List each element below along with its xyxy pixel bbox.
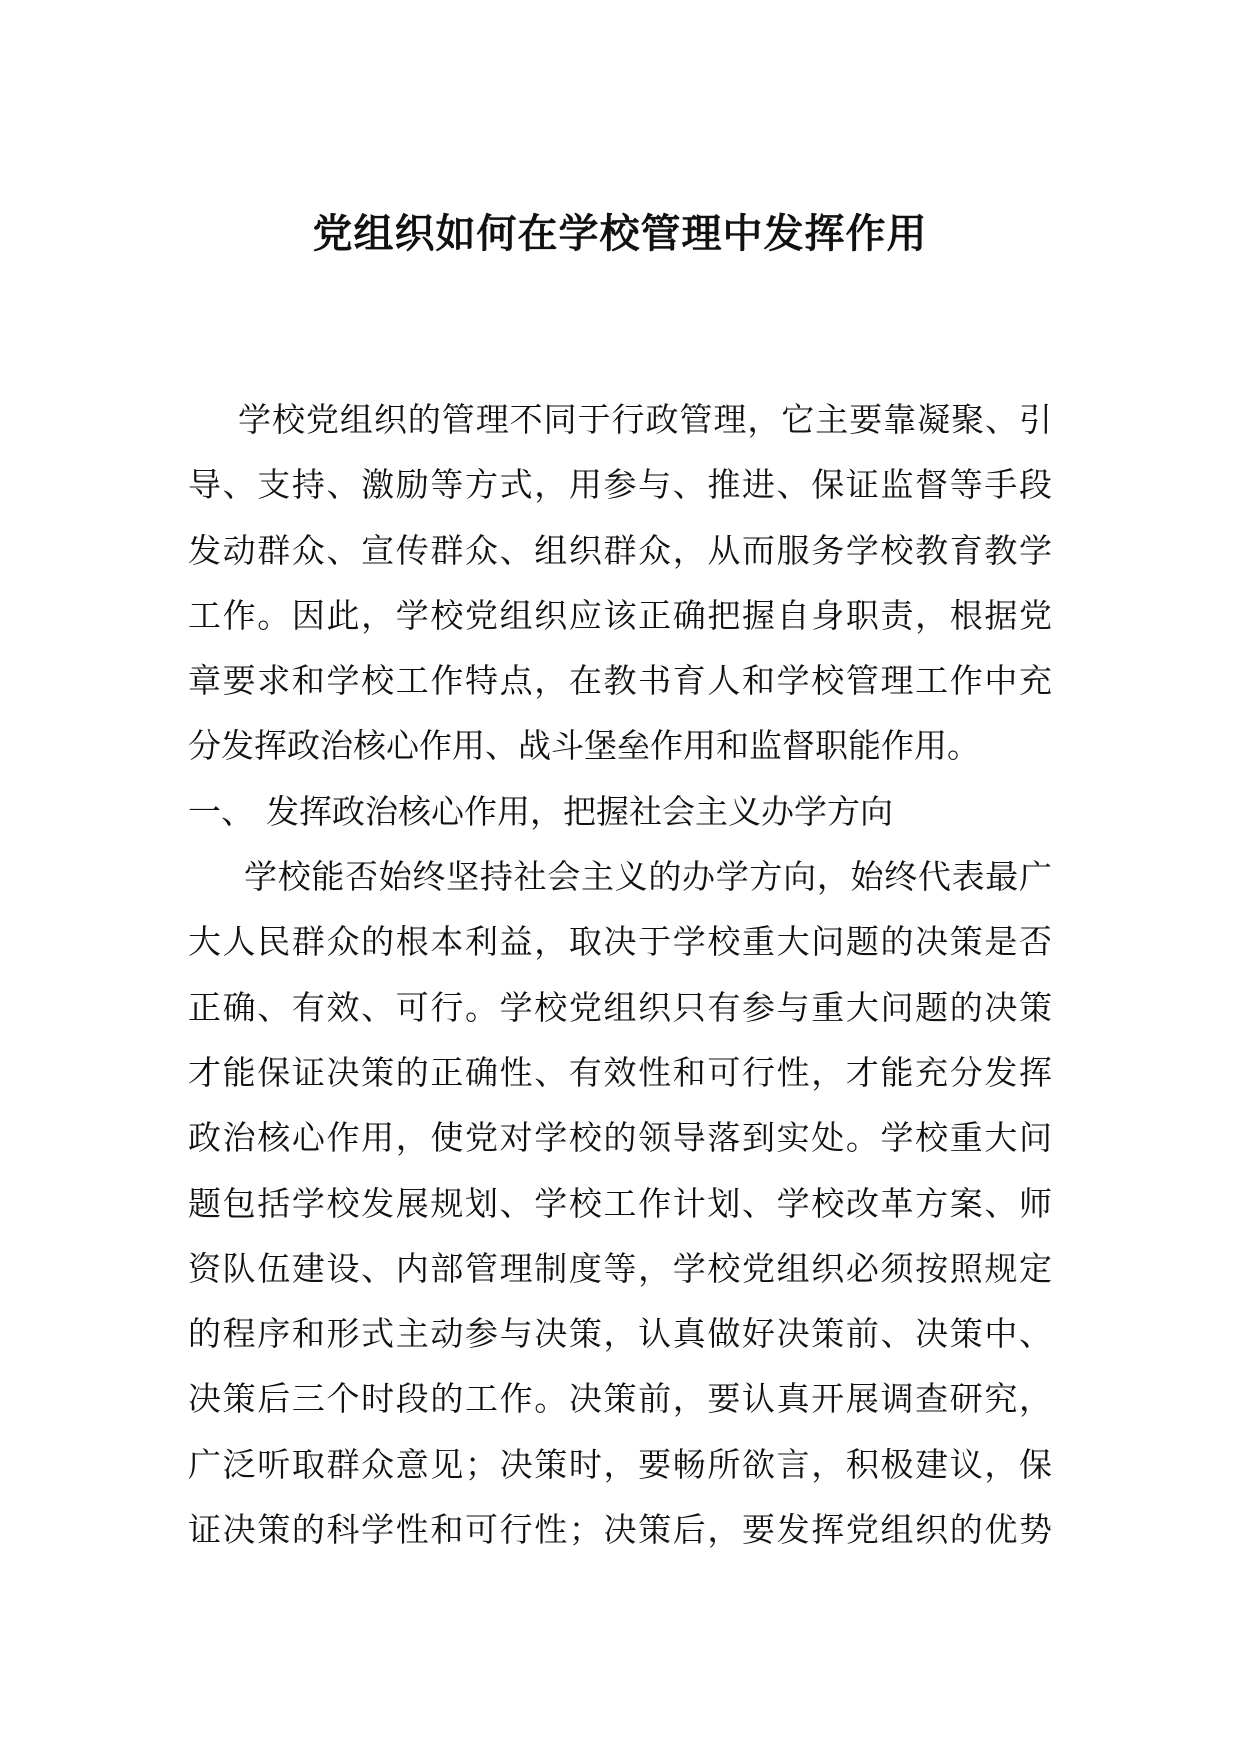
section-number: 一、	[188, 791, 254, 831]
text-line: 工作。因此，学校党组织应该正确把握自身职责，根据党	[188, 595, 1052, 635]
text-line: 题包括学校发展规划、学校工作计划、学校改革方案、师	[188, 1183, 1052, 1223]
paragraph-section1	[188, 844, 1052, 1562]
document-body	[188, 387, 1052, 1562]
text-line: 章要求和学校工作特点，在教书育人和学校管理工作中充	[188, 661, 1052, 701]
text-line: 大人民群众的根本利益，取决于学校重大问题的决策是否	[188, 922, 1052, 962]
section-heading-text: 发挥政治核心作用，把握社会主义办学方向	[266, 791, 893, 831]
text-line: 分发挥政治核心作用、战斗堡垒作用和监督职能作用。	[188, 726, 980, 766]
text-line: 正确、有效、可行。学校党组织只有参与重大问题的决策	[188, 987, 1052, 1027]
section-heading	[188, 779, 1052, 844]
text-line: 决策后三个时段的工作。决策前，要认真开展调查研究，	[188, 1379, 1052, 1419]
text-line: 学校党组织的管理不同于行政管理，它主要靠凝聚、引	[238, 400, 1052, 439]
text-line: 的程序和形式主动参与决策，认真做好决策前、决策中、	[188, 1314, 1052, 1354]
text-line: 证决策的科学性和可行性；决策后，要发挥党组织的优势	[188, 1510, 1052, 1550]
text-line: 导、支持、激励等方式，用参与、推进、保证监督等手段	[188, 465, 1052, 505]
text-line: 广泛听取群众意见；决策时，要畅所欲言，积极建议，保	[188, 1444, 1052, 1484]
text-line: 学校能否始终坚持社会主义的办学方向，始终代表最广	[244, 857, 1052, 897]
document-title: 党组织如何在学校管理中发挥作用	[312, 211, 928, 257]
text-line: 才能保证决策的正确性、有效性和可行性，才能充分发挥	[188, 1052, 1052, 1092]
text-line: 资队伍建设、内部管理制度等，学校党组织必须按照规定	[188, 1248, 1052, 1288]
text-line: 发动群众、宣传群众、组织群众，从而服务学校教育教学	[188, 530, 1052, 570]
text-line: 政治核心作用，使党对学校的领导落到实处。学校重大问	[188, 1118, 1052, 1158]
paragraph-intro	[188, 387, 1052, 779]
